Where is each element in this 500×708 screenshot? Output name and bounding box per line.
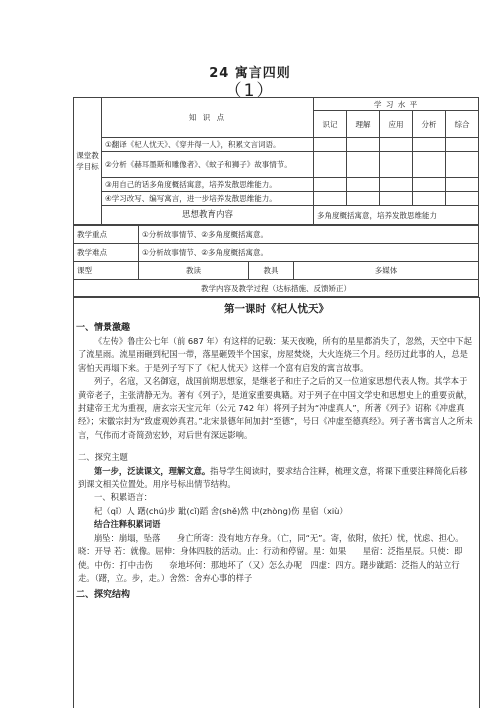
- key-points-label: 教学重点: [74, 226, 139, 244]
- ideology-value: 多角度概括寓意，培养发散思维能力: [314, 206, 479, 225]
- objective-item: ②分析《赫耳墨斯和雕像者》、《蚊子和狮子》故事情节。: [102, 152, 314, 178]
- level-cell: [446, 192, 479, 206]
- level-cell: [347, 178, 380, 192]
- lesson-info-table: [73, 225, 479, 297]
- level-cell: [347, 192, 380, 206]
- level-cell: [413, 192, 446, 206]
- level-header: 学 习 水 平: [314, 98, 479, 111]
- level-cell: [380, 152, 413, 178]
- step-paragraph: [78, 465, 475, 492]
- section-heading-intro: 一、情景激趣: [76, 323, 131, 333]
- objective-item: ④学习改写、编写寓言，进一步培养发散思维能力。: [102, 192, 314, 206]
- objective-item: ③用自己的话多角度概括寓意，培养发散思维能力。: [102, 178, 314, 192]
- level-apply: 应用: [380, 111, 413, 138]
- level-cell: [347, 152, 380, 178]
- step-text: 第一步，泛读课文，理解文意。指导学生阅读时，要求结合注释，梳理文意，将课下重要注释简化后移到课文相关位置处。用序号标出情节结构。: [78, 465, 468, 490]
- level-understand: 理解: [347, 111, 380, 138]
- level-recall: 识记: [314, 111, 347, 138]
- process-header: 教学内容及教学过程（达标措施、反馈矫正）: [74, 280, 479, 297]
- level-synthesize: 综合: [446, 111, 479, 138]
- knowledge-header: 知 识 点: [102, 98, 314, 138]
- level-cell: [446, 138, 479, 152]
- type-value: 教读: [139, 262, 249, 280]
- vocab-paragraph: 崩坠：崩塌，坠落 身亡所寄：没有地方存身。（亡，同“无”。寄，依附，依托）忧，忧虑、担心。晓：开导 若：就像。屈伸：身体四肢的活动。止：行动和停留。星：如果 星宿：泛指星辰。只使：即使。中伤：打中击伤 奈地坏何：那地坏了（又）怎么办呢 四虚：四方。躇步跐蹈：泛指人的站立行走。（躇，立。步，走。）舍然：舍弃心事的样子: [78, 532, 464, 583]
- level-cell: [413, 152, 446, 178]
- objective-item: ①翻译《杞人忧天》、《穿井得一人》，积累文言词语。: [102, 138, 314, 152]
- level-cell: [446, 152, 479, 178]
- paragraph: 列子，名寇，又名御寇，战国前期思想家，是继老子和庄子之后的又一位道家思想代表人物。其学本于黄帝老子，主张清静无为。著有《列子》，是道家重要典籍。对于列子在中国文学史和思想史上的重要贡献，封建帝王尤为重视，唐玄宗天宝元年（公元 742 年）将列子封为“冲虚真人”，所著《列子》诏称《冲虚真经》；宋徽宗封为“致虚观妙真君。”北宋景德年间加封“至德”，号曰《冲虚至德真经》。列子著书寓言人之所未言，气伟而才奇简劲宏妙，对后世有深远影响。: [78, 376, 473, 440]
- type-label: 课型: [74, 262, 139, 280]
- level-cell: [314, 152, 347, 178]
- page-title: 24 寓言四则: [209, 66, 291, 81]
- level-cell: [314, 178, 347, 192]
- level-cell: [413, 138, 446, 152]
- page-subtitle: （1）: [224, 81, 276, 101]
- level-cell: [314, 138, 347, 152]
- section-heading-structure: 二、探究结构: [76, 590, 131, 601]
- level-cell: [380, 192, 413, 206]
- lesson-content: [73, 297, 480, 708]
- level-cell: [347, 138, 380, 152]
- objectives-table: [73, 97, 479, 225]
- ideology-label: 思想教育内容: [102, 206, 314, 225]
- level-cell: [446, 178, 479, 192]
- level-cell: [380, 138, 413, 152]
- subheading-vocab: 一、积累语言：: [94, 492, 153, 503]
- tool-value: 多媒体: [294, 262, 479, 280]
- pronunciation-line: 杞（qǐ）人 躇(chú)步 跐(cǐ)蹈 舍(shě)然 中(zhòng)伤 星宿（xiù）: [94, 505, 348, 516]
- difficult-points-value: ①分析故事情节、②多角度概括寓意。: [139, 244, 479, 262]
- difficult-points-label: 教学难点: [74, 244, 139, 262]
- level-cell: [314, 192, 347, 206]
- tool-label: 教具: [249, 262, 294, 280]
- level-analyze: 分析: [413, 111, 446, 138]
- objectives-side-label: 课堂教学目标: [74, 98, 102, 225]
- section-heading-explore: 二、探究主题: [78, 452, 128, 463]
- paragraph: 《左传》鲁庄公七年（前 687 年）有这样的记载：某天夜晚，所有的星星都消失了，忽然，天空中下起了流星雨。流星雨砸到杞国一带，落星砸毁半个国家，房屋焚烧，大火连烧三个月。经历过此事的人，总是害怕天再塌下来。于是列子写下了《杞人忧天》这样一个富有启发的寓言故事。: [78, 336, 472, 373]
- level-cell: [380, 178, 413, 192]
- subheading-notes: 结合注释积累词语: [94, 519, 161, 530]
- level-cell: [413, 178, 446, 192]
- lesson-title: 第一课时《杞人忧天》: [224, 303, 329, 315]
- step-lead: 第一步，泛读课文，理解文意。: [94, 465, 211, 476]
- key-points-value: ①分析故事情节、②多角度概括寓意。: [139, 226, 479, 244]
